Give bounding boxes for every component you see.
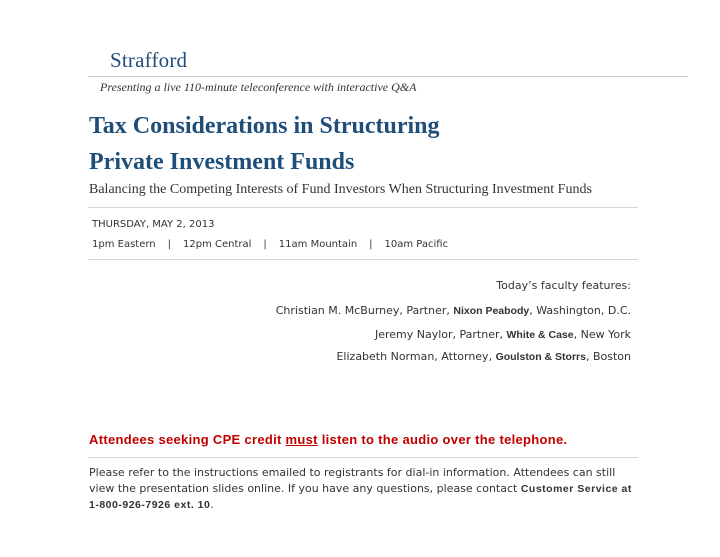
customer-service-contact: Customer Service at 1-800-926-7926 ext. 10: [89, 483, 632, 511]
instructions-text: [89, 465, 634, 513]
faculty-firm: White & Case: [506, 329, 574, 341]
cpe-notice-emphasis: must: [285, 432, 318, 447]
faculty-member: [276, 304, 631, 317]
cpe-notice-pre: Attendees seeking CPE credit: [89, 432, 286, 447]
instructions-end: .: [210, 498, 214, 511]
faculty-member: [375, 328, 631, 341]
divider-top: [88, 207, 638, 208]
faculty-firm: Goulston & Storrs: [495, 351, 586, 363]
time-separator: |: [167, 239, 172, 250]
faculty-location: , Washington, D.C.: [529, 304, 631, 317]
faculty-heading: Today’s faculty features:: [496, 279, 631, 292]
tagline: Presenting a live 110-minute teleconference with interactive Q&A: [100, 80, 417, 94]
time-pacific: 10am Pacific: [384, 239, 449, 250]
title-line-1: Tax Considerations in Structuring: [89, 113, 440, 139]
cpe-notice-post: listen to the audio over the telephone.: [317, 432, 568, 447]
title-line-2: Private Investment Funds: [89, 149, 355, 175]
time-eastern: 1pm Eastern: [92, 239, 156, 250]
divider-bottom: [88, 457, 638, 458]
time-separator: |: [263, 239, 267, 250]
header-divider: [88, 76, 688, 77]
subtitle: Balancing the Competing Interests of Fund Investors When Structuring Investment Funds: [89, 182, 592, 197]
faculty-name-title: Jeremy Naylor, Partner,: [374, 328, 507, 341]
instructions-body: Please refer to the instructions emailed to registrants for dial-in information. Attendees can still view the presentation slides online. If you have any questions, please contact: [89, 466, 616, 495]
time-central: 12pm Central: [183, 239, 252, 250]
time-separator: |: [369, 239, 373, 250]
faculty-name-title: Elizabeth Norman, Attorney,: [336, 350, 496, 363]
faculty-location: , New York: [573, 328, 631, 341]
faculty-firm: Nixon Peabody: [453, 305, 530, 317]
faculty-member: [336, 350, 631, 363]
strafford-logo: Strafford: [110, 48, 188, 72]
faculty-location: , Boston: [585, 350, 631, 363]
faculty-name-title: Christian M. McBurney, Partner,: [275, 304, 454, 317]
divider-middle: [88, 259, 638, 260]
time-mountain: 11am Mountain: [278, 239, 358, 250]
event-times: [92, 239, 448, 250]
event-date: THURSDAY, MAY 2, 2013: [92, 219, 215, 230]
cpe-notice: [89, 432, 567, 447]
